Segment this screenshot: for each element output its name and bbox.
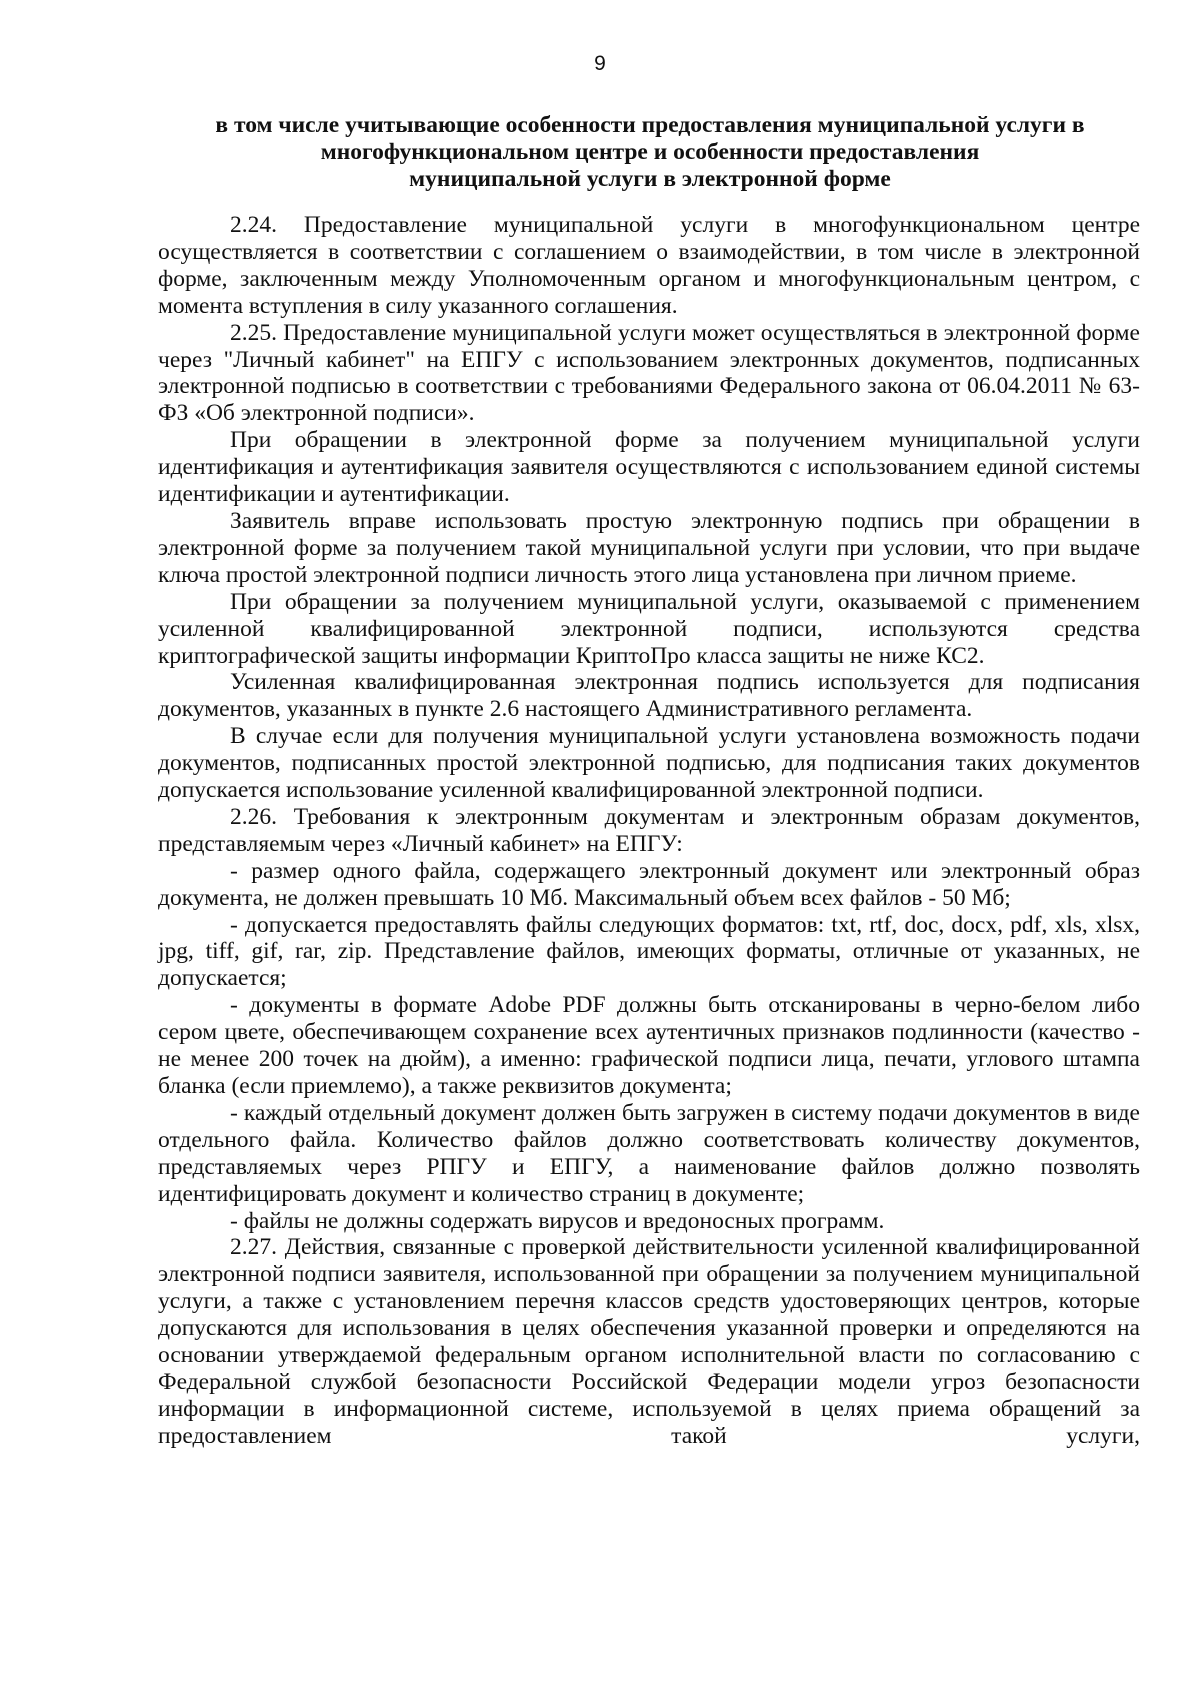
heading-line: в том числе учитывающие особенности предоставления муниципальной услуги в — [215, 112, 1085, 138]
heading-line: многофункциональном центре и особенности предоставления — [320, 139, 980, 165]
paragraph-2-26: 2.26. Требования к электронным документам и электронным образам документов, представляемым через «Личный кабинет» на ЕПГУ: — [158, 803, 1140, 857]
paragraph-2-25: 2.25. Предоставление муниципальной услуги может осуществляться в электронной форме через "Личный кабинет" на ЕПГУ с использованием электронных документов, подписанных электронной подписью в соответствии с требованиями Федерального закона от 06.04.2011 № 63-ФЗ «Об электронной подписи». — [158, 319, 1140, 427]
list-item: - каждый отдельный документ должен быть загружен в систему подачи документов в виде отдельного файла. Количество файлов должно соответствовать количеству документов, представляемых через РПГУ и ЕПГУ, а наименование файлов должно позволять идентифицировать документ и количество страниц в документе; — [158, 1099, 1140, 1207]
page-number: 9 — [594, 52, 606, 75]
list-item: - документы в формате Adobe PDF должны быть отсканированы в черно-белом либо сером цвете, обеспечивающем сохранение всех аутентичных признаков подлинности (качество - не менее 200 точек на дюйм), а именно: графической подписи лица, печати, углового штампа бланка (если приемлемо), а также реквизитов документа; — [158, 992, 1140, 1099]
paragraph: Заявитель вправе использовать простую электронную подпись при обращении в электронной форме за получением такой муниципальной услуги при условии, что при выдаче ключа простой электронной подписи личность этого лица установлена при личном приеме. — [158, 507, 1140, 588]
paragraph-2-27: 2.27. Действия, связанные с проверкой действительности усиленной квалифицированной электронной подписи заявителя, использованной при обращении за получением муниципальной услуги, а также с установлением перечня классов средств удостоверяющих центров, которые допускаются для использования в целях обеспечения указанной проверки и определяются на основании утверждаемой федеральным органом исполнительной власти по согласованию с Федеральной службой безопасности Российской Федерации модели угроз безопасности информации в информационной системе, используемой в целях приема обращений за предоставлением такой услуги, — [158, 1234, 1140, 1449]
document-body — [158, 212, 1140, 1450]
paragraph: В случае если для получения муниципальной услуги установлена возможность подачи документов, подписанных простой электронной подписью, для подписания таких документов допускается использование усиленной квалифицированной электронной подписи. — [158, 723, 1140, 804]
paragraph: При обращении за получением муниципальной услуги, оказываемой с применением усиленной квалифицированной электронной подписи, используются средства криптографической защиты информации КриптоПро класса защиты не ниже КС2. — [158, 588, 1140, 669]
section-heading — [160, 112, 1140, 193]
list-item: - файлы не должны содержать вирусов и вредоносных программ. — [230, 1207, 885, 1234]
heading-line: муниципальной услуги в электронной форме — [409, 166, 891, 192]
paragraph: При обращении в электронной форме за получением муниципальной услуги идентификация и аутентификация заявителя осуществляются с использованием единой системы идентификации и аутентификации. — [158, 427, 1140, 508]
paragraph-2-24: 2.24. Предоставление муниципальной услуги в многофункциональном центре осуществляется в соответствии с соглашением о взаимодействии, в том числе в электронной форме, заключенным между Уполномоченным органом и многофункциональным центром, с момента вступления в силу указанного соглашения. — [158, 212, 1140, 319]
list-item: - размер одного файла, содержащего электронный документ или электронный образ документа, не должен превышать 10 Мб. Максимальный объем всех файлов - 50 Мб; — [158, 857, 1140, 911]
list-item: - допускается предоставлять файлы следующих форматов: txt, rtf, doc, docx, pdf, xls, xlsx, jpg, tiff, gif, rar, zip. Представление файлов, имеющих форматы, отличные от указанных, не допускается; — [158, 911, 1140, 992]
paragraph: Усиленная квалифицированная электронная подпись используется для подписания документов, указанных в пункте 2.6 настоящего Административного регламента. — [158, 669, 1140, 723]
